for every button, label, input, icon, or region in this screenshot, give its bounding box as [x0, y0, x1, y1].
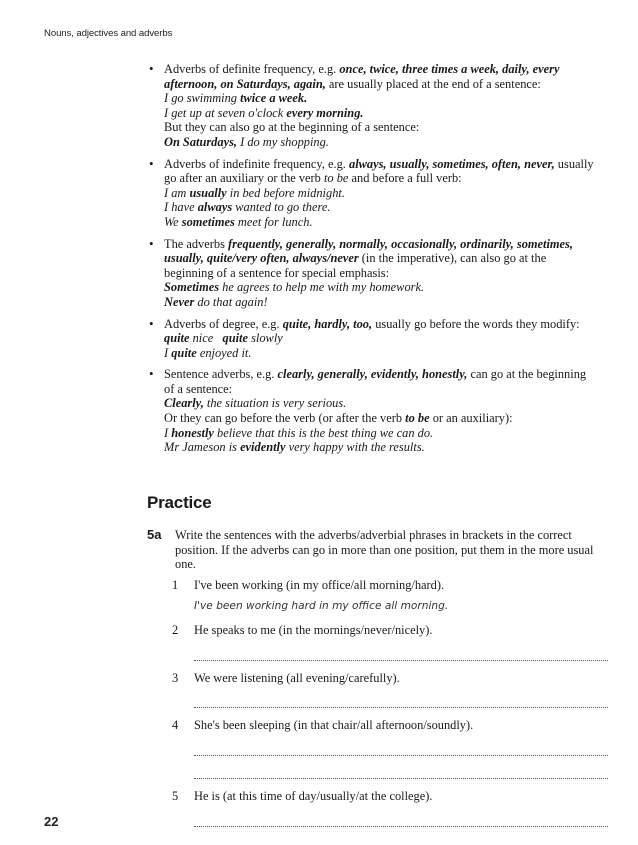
answer-line[interactable]: [194, 768, 608, 779]
exercise-item: [172, 578, 608, 613]
item-prompt: We were listening (all evening/carefully).: [194, 670, 400, 685]
item-prompt: I've been working (in my office/all morning/hard).: [194, 578, 445, 592]
example: I have always wanted to go there.: [164, 200, 331, 215]
answer-line[interactable]: [194, 745, 608, 756]
note-text: or an auxiliary):: [429, 411, 513, 426]
example: I honestly believe that this is the best thing we can do.: [164, 425, 434, 440]
note-text: usually go after an auxiliary or the verb: [164, 156, 594, 186]
item-number: 4: [172, 718, 179, 733]
note-text: and before a full verb:: [348, 171, 462, 186]
note-degree-adverbs: [147, 317, 597, 361]
example: Mr Jameson is evidently very happy with the results.: [164, 440, 425, 455]
note-text: Adverbs of indefinite frequency, e.g.: [164, 156, 349, 171]
exercise-item: [172, 718, 608, 779]
item-prompt: He is (at this time of day/usually/at the college).: [194, 788, 433, 803]
exercise-items: [172, 578, 608, 837]
exercise-item: [172, 671, 608, 709]
exercise-5a: [147, 528, 602, 572]
note-text: Adverbs of definite frequency, e.g.: [164, 62, 340, 76]
note-text: But they can also go at the beginning of a sentence:: [164, 120, 420, 135]
note-text: Adverbs of degree, e.g.: [164, 316, 283, 331]
example: We sometimes meet for lunch.: [164, 214, 313, 229]
note-keywords: once, twice, three times a week, daily, every afternoon, on Saturdays, again,: [164, 62, 560, 91]
item-prompt: She's been sleeping (in that chair/all afternoon/soundly).: [194, 718, 474, 733]
note-text: Or they can go before the verb (or after the verb: [164, 411, 406, 426]
answer-line[interactable]: [194, 650, 608, 661]
example: Never do that again!: [164, 294, 268, 309]
example: I am usually in bed before midnight.: [164, 185, 345, 200]
note-keywords: frequently, generally, normally, occasionally, ordinarily, sometimes, usually, quite/very often, always/never: [164, 236, 573, 266]
exercise-number: 5a: [147, 527, 162, 542]
practice-heading: Practice: [147, 493, 212, 512]
note-text: (in the imperative), can also go at the beginning of a sentence for special emphasis:: [164, 251, 547, 280]
note-text: usually go before the words they modify:: [372, 316, 580, 331]
item-number: 1: [172, 578, 179, 592]
exercise-item: [172, 623, 608, 661]
note-emphasis-adverbs: [147, 237, 597, 310]
exercise-item: [172, 789, 608, 827]
note-definite-frequency: [147, 62, 597, 150]
item-number: 5: [172, 788, 179, 803]
item-number: 3: [172, 670, 179, 685]
note-keyword: to be: [323, 171, 349, 186]
note-keywords: quite, hardly, too,: [282, 316, 373, 331]
note-keywords: always, usually, sometimes, often, never,: [349, 156, 555, 171]
item-prompt: He speaks to me (in the mornings/never/nicely).: [194, 623, 433, 638]
note-sentence-adverbs: [147, 367, 597, 455]
note-indefinite-frequency: [147, 157, 597, 230]
item-number: 2: [172, 623, 179, 638]
example: Sometimes he agrees to help me with my homework.: [164, 280, 425, 295]
note-text: are usually placed at the end of a sentence:: [325, 76, 541, 91]
note-text: Sentence adverbs, e.g.: [164, 367, 278, 382]
note-text: The adverbs: [164, 236, 228, 251]
note-keywords: clearly, generally, evidently, honestly,: [277, 367, 468, 382]
note-text: can go at the beginning of a sentence:: [164, 367, 587, 396]
sample-answer: I've been working hard in my office all morning.: [194, 599, 449, 612]
answer-line[interactable]: [194, 816, 608, 827]
example: I go swimming twice a week.: [164, 91, 308, 106]
example: quite nice quite slowly: [164, 331, 283, 346]
example: I get up at seven o'clock every morning.: [164, 105, 364, 120]
example: I quite enjoyed it.: [164, 345, 252, 360]
exercise-instruction: Write the sentences with the adverbs/adverbial phrases in brackets in the correct position. If the adverbs can go in more than one position, put them in the more usual one.: [175, 528, 594, 572]
example: Clearly, the situation is very serious.: [164, 396, 347, 411]
example: On Saturdays, I do my shopping.: [164, 134, 329, 149]
note-keyword: to be: [405, 411, 430, 426]
page-number: 22: [44, 814, 59, 829]
running-header: Nouns, adjectives and adverbs: [44, 28, 173, 39]
grammar-notes: [147, 62, 597, 462]
answer-line[interactable]: [194, 697, 608, 708]
